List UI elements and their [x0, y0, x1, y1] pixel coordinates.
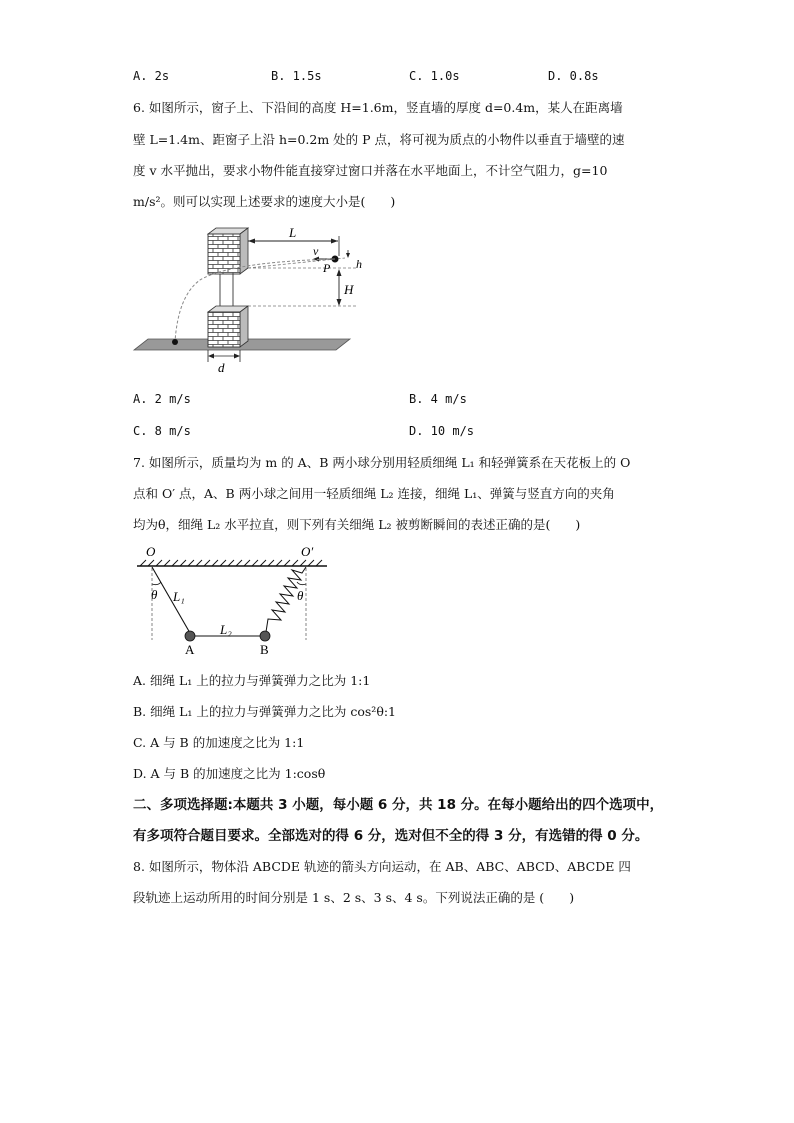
q6-option-c[interactable]: C. 8 m/s: [133, 424, 191, 438]
label-h: h: [356, 257, 362, 271]
q5-option-a[interactable]: A. 2s: [133, 69, 170, 83]
label-o: O: [146, 544, 156, 559]
q7-stem-line-3: 均为θ，细绳 L₂ 水平拉直，则下列有关细绳 L₂ 被剪断瞬间的表述正确的是( ): [133, 517, 581, 532]
label-l1: L₁: [173, 589, 185, 604]
section2-heading-line-1: 二、多项选择题:本题共 3 小题，每小题 6 分，共 18 分。在每小题给出的四个选项中，: [133, 797, 664, 813]
label-theta-right: θ: [297, 588, 304, 603]
q8-stem-line-1: 8. 如图所示，物体沿 ABCDE 轨迹的箭头方向运动，在 AB、ABC、ABCD、ABCDE 四: [133, 859, 631, 874]
label-a: A: [185, 642, 195, 657]
ball-b: [260, 631, 270, 641]
q7-option-d[interactable]: D. A 与 B 的加速度之比为 1:cosθ: [133, 766, 326, 781]
q7-option-b[interactable]: B. 细绳 L₁ 上的拉力与弹簧弹力之比为 cos²θ:1: [133, 704, 397, 719]
label-l2: L₂: [220, 622, 232, 637]
q6-stem-line-2: 壁 L=1.4m、距窗子上沿 h=0.2m 处的 P 点，将可视为质点的小物件以垂直于墙壁的速: [133, 132, 625, 147]
q7-option-a[interactable]: A. 细绳 L₁ 上的拉力与弹簧弹力之比为 1:1: [133, 673, 371, 688]
label-theta-left: θ: [151, 587, 158, 602]
q5-option-b[interactable]: B. 1.5s: [271, 69, 322, 83]
q6-stem-line-4: m/s²。则可以实现上述要求的速度大小是( ): [133, 194, 396, 209]
label-o-prime: O′: [301, 544, 314, 559]
q6-option-a[interactable]: A. 2 m/s: [133, 392, 191, 406]
label-l: L: [289, 225, 297, 240]
q6-option-d[interactable]: D. 10 m/s: [409, 424, 475, 438]
section2-heading-line-2: 有多项符合题目要求。全部选对的得 6 分，选对但不全的得 3 分，有选错的得 0 分。: [133, 828, 649, 844]
label-big-h: H: [344, 282, 354, 297]
q8-stem-line-2: 段轨迹上运动所用的时间分别是 1 s、2 s、3 s、4 s。下列说法正确的是 ( ): [133, 890, 575, 905]
q6-stem-line-3: 度 v 水平抛出，要求小物件能直接穿过窗口并落在水平地面上，不计空气阻力，g=10: [133, 163, 608, 178]
ball-a: [185, 631, 195, 641]
q7-stem-line-1: 7. 如图所示，质量均为 m 的 A、B 两小球分别用轻质细绳 L₁ 和轻弹簧系在天花板上的 O: [133, 455, 631, 470]
label-p: P: [323, 261, 331, 275]
q5-option-c[interactable]: C. 1.0s: [409, 69, 460, 83]
q7-option-c[interactable]: C. A 与 B 的加速度之比为 1:1: [133, 735, 305, 750]
q6-option-b[interactable]: B. 4 m/s: [409, 392, 467, 406]
q5-option-d[interactable]: D. 0.8s: [548, 69, 599, 83]
label-d: d: [218, 360, 225, 375]
label-v: v: [313, 244, 319, 258]
label-b: B: [260, 642, 269, 657]
q7-stem-line-2: 点和 O′ 点，A、B 两小球之间用一轻质细绳 L₂ 连接，细绳 L₁、弹簧与竖直方向的夹角: [133, 486, 615, 501]
q6-stem-line-1: 6. 如图所示，窗子上、下沿间的高度 H=1.6m，竖直墙的厚度 d=0.4m，某人在距离墙: [133, 100, 623, 115]
